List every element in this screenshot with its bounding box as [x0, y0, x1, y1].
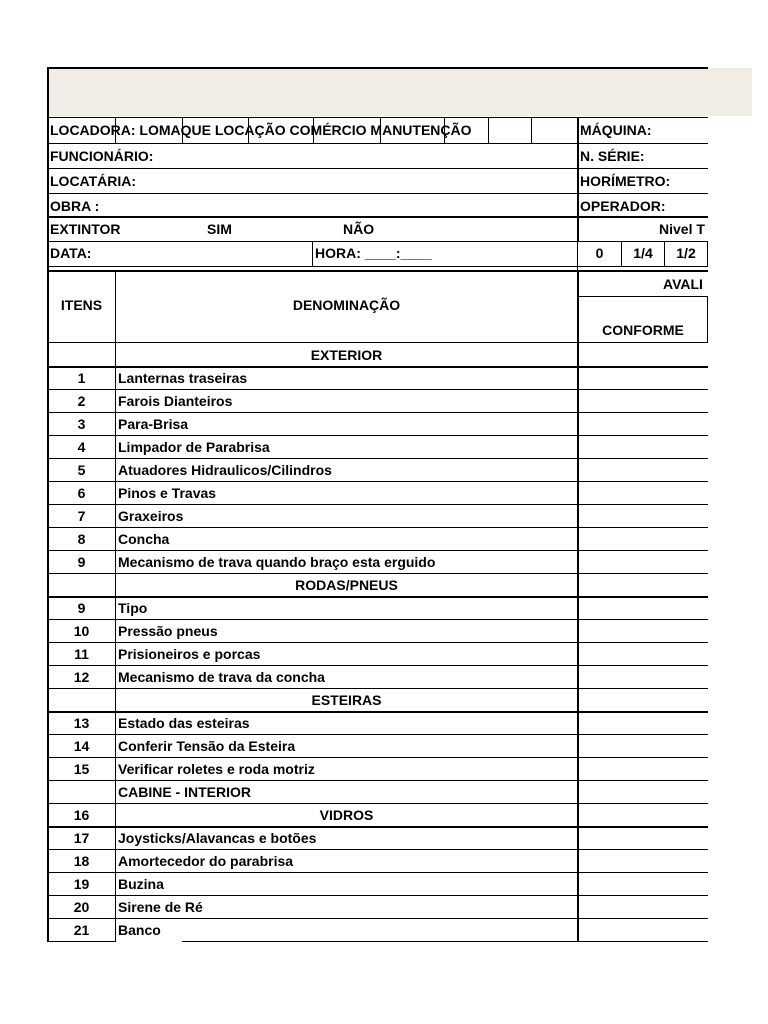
item-number: 14 — [73, 738, 90, 754]
col-itens: ITENS — [60, 297, 103, 313]
extintor-nao: NÃO — [343, 221, 375, 237]
col-denominacao: DENOMINAÇÃO — [292, 297, 401, 313]
item-label: Atuadores Hidraulicos/Cilindros — [118, 462, 332, 478]
item-label: Verificar roletes e roda motriz — [118, 761, 315, 777]
rule — [48, 872, 708, 873]
rule — [48, 504, 708, 505]
rule — [48, 734, 708, 735]
item-label: Banco — [118, 922, 161, 938]
item-label: Concha — [118, 531, 170, 547]
item-label: Mecanismo de trava quando braço esta erguido — [118, 554, 436, 570]
rule — [577, 117, 579, 241]
rule — [48, 458, 708, 459]
rule — [707, 296, 708, 342]
item-label: Joysticks/Alavancas e botões — [118, 830, 317, 846]
rule — [48, 642, 708, 643]
nivel-label: Nivel T — [659, 221, 705, 237]
level-0: 0 — [595, 245, 604, 261]
item-number: 2 — [77, 393, 86, 409]
item-label: Para-Brisa — [118, 416, 189, 432]
obra-label: OBRA : — [50, 198, 100, 214]
item-number: 9 — [77, 600, 86, 616]
item-label: Farois Dianteiros — [118, 393, 233, 409]
item-number: 11 — [74, 646, 89, 662]
rule — [48, 389, 708, 390]
item-number: 12 — [73, 669, 90, 685]
item-label: Sirene de Ré — [118, 899, 203, 915]
locataria-label: LOCATÁRIA: — [50, 173, 137, 189]
data-label: DATA: — [50, 245, 92, 261]
level-1-4: 1/4 — [633, 245, 653, 261]
item-number: 4 — [77, 439, 86, 455]
item-number: 20 — [73, 899, 90, 915]
rule — [48, 435, 708, 436]
rule — [182, 941, 708, 942]
item-number: 1 — [77, 370, 86, 386]
item-number: 3 — [77, 416, 86, 432]
rule — [707, 241, 708, 266]
item-number: 15 — [73, 761, 90, 777]
item-label: Tipo — [118, 600, 148, 616]
rule — [48, 266, 708, 267]
locadora-label: LOCADORA: LOMAQUE LOCAÇÃO COMÉRCIO MANUTENÇÃO — [50, 122, 472, 138]
section-title: VIDROS — [319, 807, 374, 823]
rule — [47, 67, 708, 69]
item-label: Estado das esteiras — [118, 715, 250, 731]
rule — [48, 168, 708, 169]
rule — [48, 143, 708, 144]
rule — [48, 412, 708, 413]
rule — [48, 366, 708, 368]
rule — [312, 241, 313, 266]
col-avaliacao: AVALI — [663, 276, 703, 292]
rule — [48, 573, 708, 574]
item-label: Buzina — [118, 876, 164, 892]
item-number: 6 — [77, 485, 86, 501]
item-number: 13 — [73, 715, 90, 731]
rule — [48, 117, 708, 118]
col-conforme: CONFORME — [602, 322, 684, 338]
rule — [579, 296, 708, 297]
item-label: Mecanismo de trava da concha — [118, 669, 325, 685]
maquina-label: MÁQUINA: — [580, 122, 652, 138]
section-title: EXTERIOR — [310, 347, 383, 363]
rule — [48, 193, 708, 194]
item-number: 10 — [73, 623, 90, 639]
item-number: 5 — [77, 462, 86, 478]
item-label: Limpador de Parabrisa — [118, 439, 270, 455]
item-label: Conferir Tensão da Esteira — [118, 738, 296, 754]
n-serie-label: N. SÉRIE: — [580, 148, 645, 164]
rule — [48, 895, 708, 896]
item-number: 19 — [73, 876, 90, 892]
item-label: Pressão pneus — [118, 623, 218, 639]
item-label: Graxeiros — [118, 508, 184, 524]
item-number: 7 — [77, 508, 86, 524]
rule — [48, 665, 708, 666]
rule — [531, 117, 532, 143]
rule — [48, 216, 708, 218]
extintor-sim: SIM — [207, 221, 232, 237]
item-label: Lanternas traseiras — [118, 370, 248, 386]
rule — [48, 918, 708, 919]
rule — [48, 241, 708, 242]
rule — [48, 803, 708, 804]
rule — [48, 941, 115, 942]
rule — [48, 481, 708, 482]
rule — [488, 117, 489, 143]
item-number: 18 — [73, 853, 90, 869]
extintor-label: EXTINTOR — [50, 221, 121, 237]
hora-label: HORA: ____:____ — [315, 245, 432, 261]
level-1-2: 1/2 — [676, 245, 696, 261]
rule — [48, 826, 708, 828]
item-label: Pinos e Travas — [118, 485, 217, 501]
rule — [48, 780, 708, 781]
rule — [48, 596, 708, 598]
item-number: 17 — [73, 830, 90, 846]
item-label: Prisioneiros e porcas — [118, 646, 261, 662]
rule — [48, 270, 708, 272]
horimetro-label: HORÍMETRO: — [580, 173, 671, 189]
rule — [48, 711, 708, 713]
rule — [577, 271, 579, 942]
rule — [115, 271, 116, 942]
item-number: 21 — [73, 922, 90, 938]
item-number: 9 — [77, 554, 86, 570]
funcionario-label: FUNCIONÁRIO: — [50, 148, 154, 164]
item-number: 8 — [77, 531, 86, 547]
item-label: Amortecedor do parabrisa — [118, 853, 294, 869]
rule — [48, 757, 708, 758]
section-title: RODAS/PNEUS — [295, 577, 398, 593]
title-band — [48, 68, 752, 116]
rule — [48, 342, 708, 343]
rule — [48, 849, 708, 850]
item-label: CABINE - INTERIOR — [118, 784, 251, 800]
operador-label: OPERADOR: — [580, 198, 666, 214]
section-title: ESTEIRAS — [311, 692, 382, 708]
rule — [48, 550, 708, 551]
rule — [48, 527, 708, 528]
rule — [48, 619, 708, 620]
item-number: 16 — [73, 807, 90, 823]
rule — [48, 688, 708, 689]
